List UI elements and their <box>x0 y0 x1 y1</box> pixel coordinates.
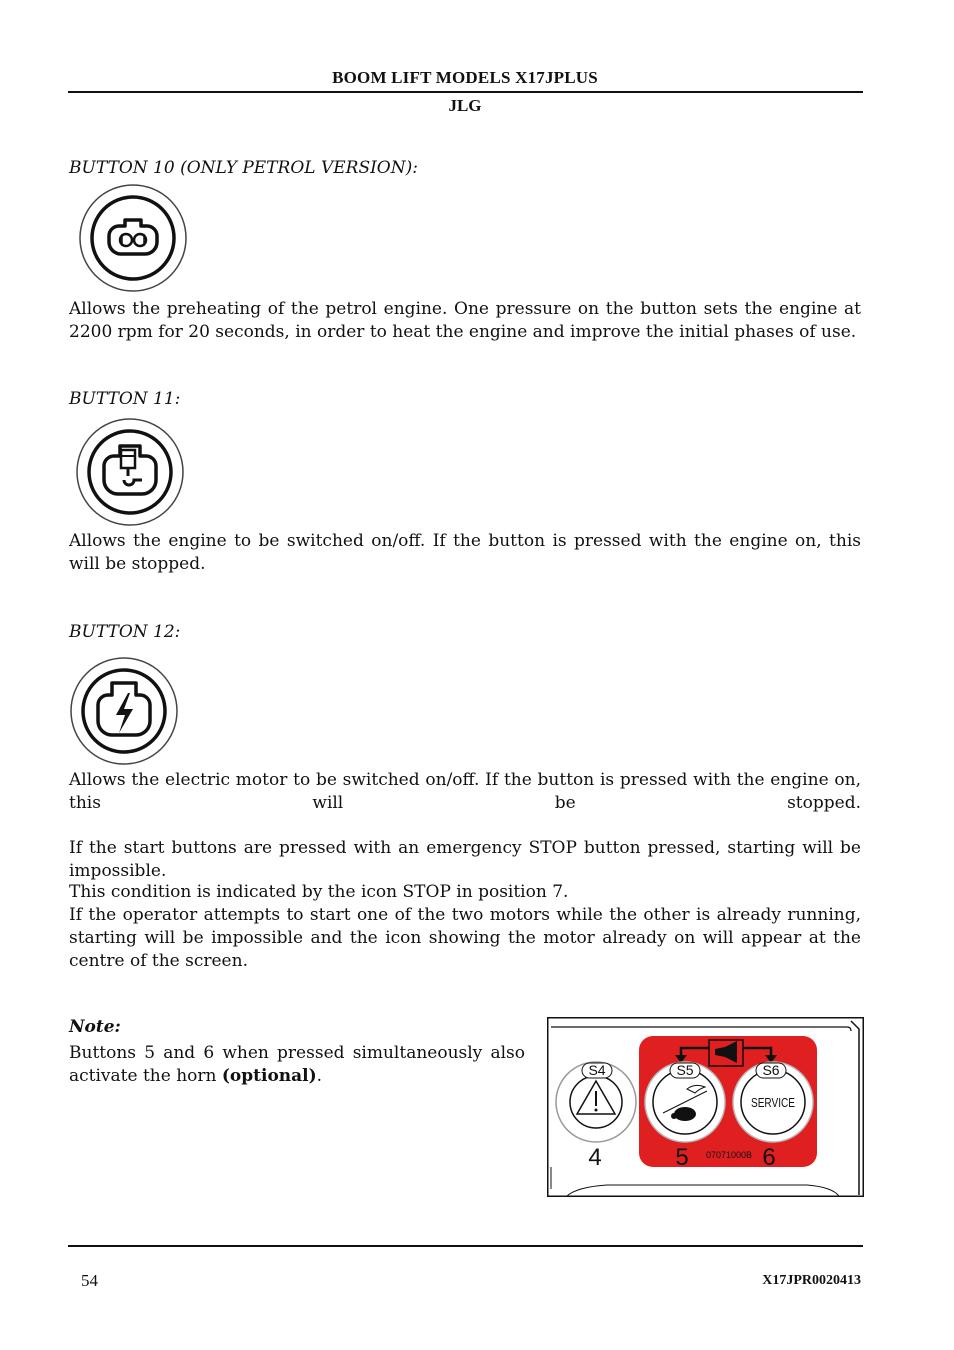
footer-divider <box>68 1245 863 1247</box>
button-10-description: Allows the preheating of the petrol engine. One pressure on the button sets the engine at 2200 rpm for 20 seconds, in order to heat the engine and improve the initial phases of use. <box>69 299 861 342</box>
service-label: SERVICE <box>751 1095 796 1110</box>
button-11-heading: BUTTON 11: <box>69 389 181 409</box>
brand-name: JLG <box>448 96 482 115</box>
note-text-main: Buttons 5 and 6 when pressed simultaneously also activate the horn <box>69 1043 525 1086</box>
page-number: 54 <box>81 1271 98 1290</box>
note-text-optional: (optional) <box>221 1066 317 1086</box>
part-code: 07071000B <box>705 1150 753 1160</box>
document-title: BOOM LIFT MODELS X17JPLUS <box>332 68 598 87</box>
panel-number-5: 5 <box>675 1144 689 1171</box>
engine-preheat-icon <box>78 182 190 294</box>
panel-label-s6: S6 <box>762 1062 780 1078</box>
electric-motor-icon <box>68 655 180 767</box>
button-12-description: Allows the electric motor to be switched on/off. If the button is pressed with the engine on, this will be stopped. <box>69 770 861 813</box>
control-panel-illustration <box>547 1017 864 1197</box>
document-code: X17JPR0020413 <box>762 1273 861 1288</box>
note-text <box>69 1042 525 1088</box>
stop-condition-paragraph: If the start buttons are pressed with an emergency STOP button pressed, starting will be impossible. <box>69 838 861 881</box>
stop-icon-paragraph: This condition is indicated by the icon STOP in position 7. <box>69 882 569 902</box>
motor-running-paragraph: If the operator attempts to start one of the two motors while the other is already running, starting will be impossible and the icon showing the motor already on will appear at the centre of the screen. <box>69 905 861 971</box>
note-heading: Note: <box>69 1017 121 1037</box>
panel-label-s4: S4 <box>588 1062 606 1078</box>
engine-start-icon <box>74 416 186 528</box>
header-divider <box>68 91 863 93</box>
note-text-end: . <box>316 1066 323 1086</box>
button-11-description: Allows the engine to be switched on/off. If the button is pressed with the engine on, this will be stopped. <box>69 531 861 574</box>
panel-label-s5: S5 <box>676 1062 694 1078</box>
button-12-heading: BUTTON 12: <box>69 622 181 642</box>
panel-number-4: 4 <box>588 1144 602 1171</box>
button-10-heading: BUTTON 10 (ONLY PETROL VERSION): <box>69 158 418 178</box>
panel-number-6: 6 <box>762 1144 776 1171</box>
